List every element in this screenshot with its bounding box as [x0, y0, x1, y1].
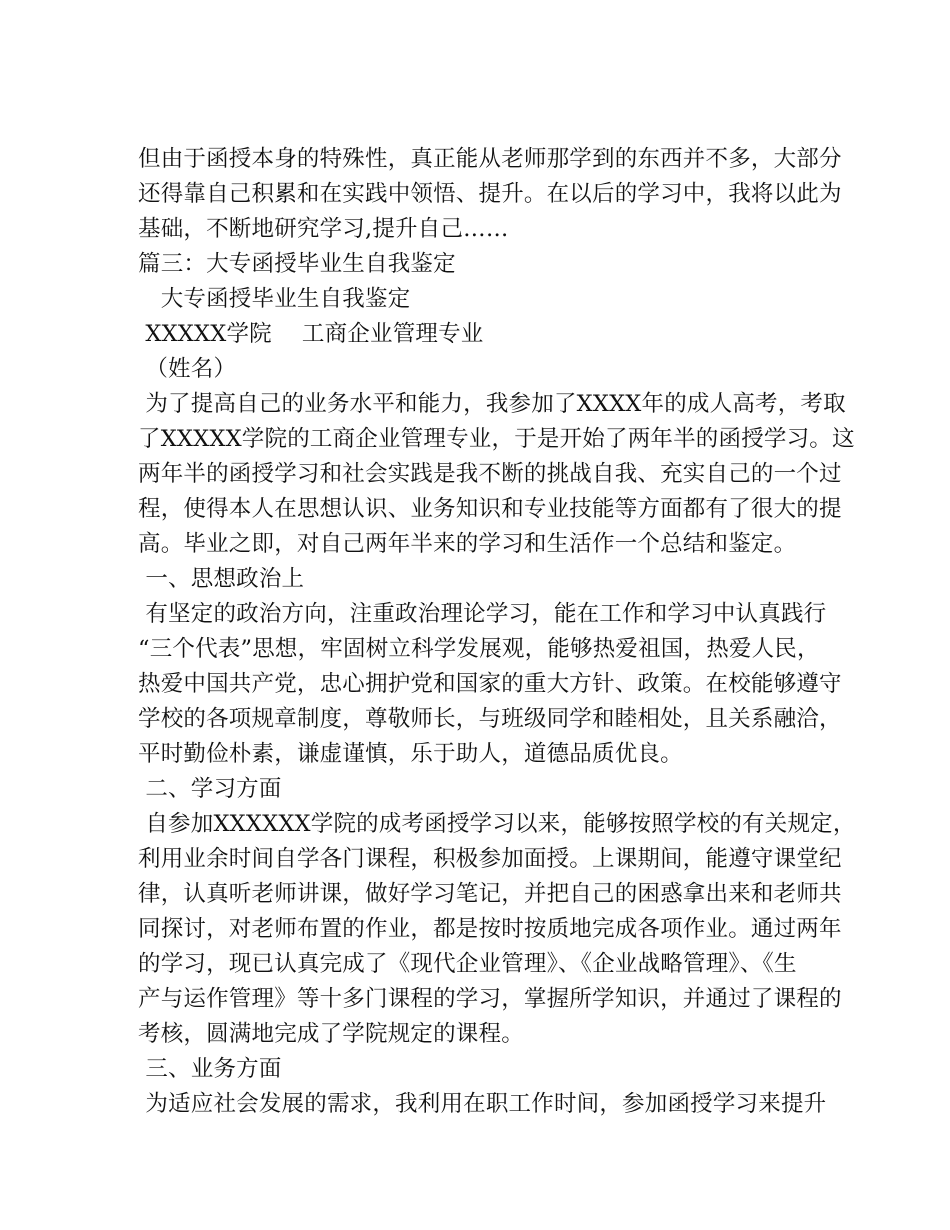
subheading: 二、学习方面	[138, 776, 282, 802]
text-line: 同探讨，对老师布置的作业，都是按时按质地完成各项作业。通过两年	[138, 916, 842, 942]
subheading: 三、业务方面	[138, 1056, 282, 1082]
text-line: 还得靠自己积累和在实践中领悟、提升。在以后的学习中，我将以此为	[138, 181, 842, 207]
text-line: 律，认真听老师讲课，做好学习笔记，并把自己的困惑拿出来和老师共	[138, 881, 842, 907]
text-line: 热爱中国共产党，忠心拥护党和国家的重大方针、政策。在校能够遵守	[138, 671, 842, 697]
text-line: 基础，不断地研究学习,提升自己……	[138, 216, 509, 242]
text-line: 但由于函授本身的特殊性，真正能从老师那学到的东西并不多，大部分	[138, 146, 842, 172]
text-line: 两年半的函授学习和社会实践是我不断的挑战自我、充实自己的一个过	[138, 461, 842, 487]
document-page	[138, 142, 856, 1122]
document-title: 大专函授毕业生自我鉴定	[138, 286, 411, 312]
text-line: “三个代表”思想，牢固树立科学发展观，能够热爱祖国，热爱人民，	[138, 636, 820, 662]
text-line: 产与运作管理》等十多门课程的学习，掌握所学知识，并通过了课程的	[138, 986, 842, 1012]
text-line: 学校的各项规章制度，尊敬师长，与班级同学和睦相处，且关系融洽，	[138, 706, 842, 732]
text-line: 有坚定的政治方向，注重政治理论学习，能在工作和学习中认真践行	[138, 601, 827, 627]
school-major-line: XXXXX学院 工商企业管理专业	[138, 321, 484, 347]
text-line: 平时勤俭朴素，谦虚谨慎，乐于助人，道德品质优良。	[138, 741, 683, 767]
text-line: 的学习，现已认真完成了《现代企业管理》、《企业战略管理》、《生	[138, 951, 797, 977]
text-line: 了XXXXX学院的工商企业管理专业，于是开始了两年半的函授学习。这	[138, 426, 855, 452]
text-line: 利用业余时间自学各门课程，积极参加面授。上课期间，能遵守课堂纪	[138, 846, 842, 872]
text-line: 为适应社会发展的需求，我利用在职工作时间，参加函授学习来提升	[138, 1091, 827, 1117]
subheading: 一、思想政治上	[138, 566, 305, 592]
text-line: 高。毕业之即，对自己两年半来的学习和生活作一个总结和鉴定。	[138, 531, 797, 557]
text-line: 自参加XXXXXX学院的成考函授学习以来，能够按照学校的有关规定，	[138, 811, 856, 837]
text-line: 为了提高自己的业务水平和能力，我参加了XXXX年的成人高考，考取	[138, 391, 846, 417]
section-heading: 篇三：大专函授毕业生自我鉴定	[138, 251, 456, 277]
name-line: （姓名）	[138, 356, 237, 382]
text-line: 程，使得本人在思想认识、业务知识和专业技能等方面都有了很大的提	[138, 496, 842, 522]
text-line: 考核，圆满地完成了学院规定的课程。	[138, 1021, 524, 1047]
